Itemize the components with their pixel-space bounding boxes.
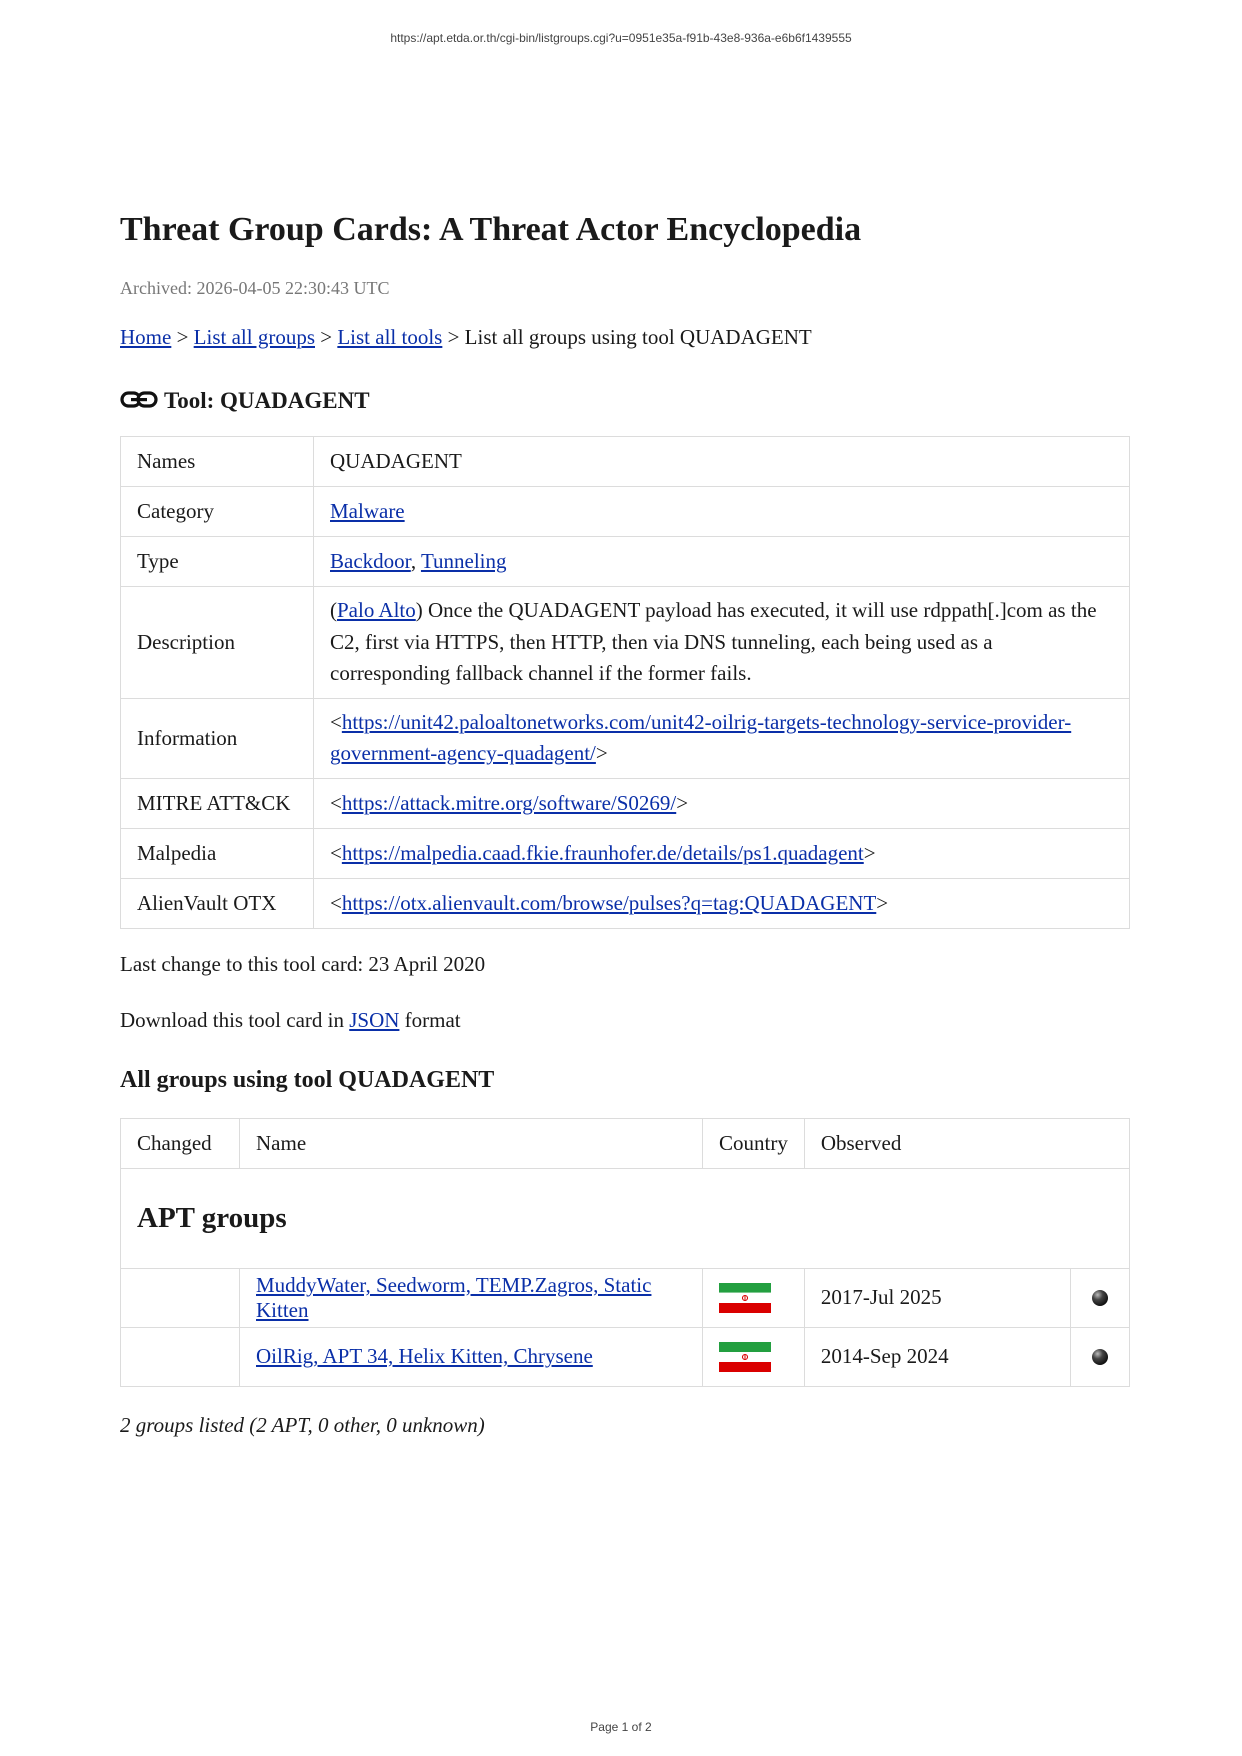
category-value bbox=[314, 486, 1130, 536]
angle-open: < bbox=[330, 709, 342, 734]
row-country bbox=[703, 1327, 805, 1386]
angle-open: < bbox=[330, 790, 342, 815]
download-prefix: Download this tool card in bbox=[120, 1007, 350, 1032]
row-observed: 2014-Sep 2024 bbox=[804, 1327, 1070, 1386]
row-status bbox=[1071, 1268, 1130, 1327]
iran-flag-icon bbox=[719, 1342, 771, 1372]
angle-close: > bbox=[863, 840, 876, 865]
description-open-paren: ( bbox=[330, 598, 337, 623]
tool-card-row-type bbox=[121, 536, 1130, 586]
status-ball-icon bbox=[1091, 1289, 1109, 1307]
header-changed: Changed bbox=[121, 1118, 240, 1168]
archived-timestamp: Archived: 2026-04-05 22:30:43 UTC bbox=[120, 277, 390, 298]
angle-open: < bbox=[330, 840, 342, 865]
groups-header-row bbox=[121, 1118, 1130, 1168]
information-link[interactable]: https://unit42.paloaltonetworks.com/unit42-oilrig-targets-technology-service-provider-government-agency-quadagent/ bbox=[330, 709, 1072, 766]
information-value bbox=[314, 698, 1130, 778]
angle-close: > bbox=[876, 890, 889, 915]
page-url-header: https://apt.etda.or.th/cgi-bin/listgroups.cgi?u=0951e35a-f91b-43e8-936a-e6b6f1439555 bbox=[390, 31, 852, 45]
otx-link[interactable]: https://otx.alienvault.com/browse/pulses?q=tag:QUADAGENT bbox=[341, 890, 877, 915]
description-text: ) Once the QUADAGENT payload has executed, it will use rdppath[.]com as the C2, first via HTTPS, then HTTP, then via DNS tunneling, each being used as a corresponding fallback channel if the former fails. bbox=[330, 598, 1097, 686]
page-title: Threat Group Cards: A Threat Actor Encyclopedia bbox=[120, 211, 862, 248]
header-country: Country bbox=[703, 1118, 805, 1168]
row-country bbox=[703, 1268, 805, 1327]
apt-groups-heading: APT groups bbox=[121, 1168, 1130, 1268]
description-value bbox=[314, 586, 1130, 698]
groups-summary: 2 groups listed (2 APT, 0 other, 0 unknown) bbox=[120, 1412, 485, 1437]
group-link-oilrig[interactable]: OilRig, APT 34, Helix Kitten, Chrysene bbox=[256, 1344, 593, 1369]
download-line bbox=[120, 1008, 1130, 1033]
tool-card-row-category bbox=[121, 486, 1130, 536]
header-observed: Observed bbox=[804, 1118, 1129, 1168]
breadcrumb-home-link[interactable]: Home bbox=[120, 324, 172, 349]
names-value: QUADAGENT bbox=[314, 436, 1130, 486]
row-changed bbox=[121, 1268, 240, 1327]
tool-card-table bbox=[120, 436, 1130, 929]
row-changed bbox=[121, 1327, 240, 1386]
breadcrumb-current: > List all groups using tool QUADAGENT bbox=[442, 324, 812, 349]
malpedia-link[interactable]: https://malpedia.caad.fkie.fraunhofer.de/details/ps1.quadagent bbox=[341, 840, 864, 865]
row-status bbox=[1071, 1327, 1130, 1386]
groups-heading: All groups using tool QUADAGENT bbox=[120, 1066, 495, 1093]
otx-value bbox=[314, 878, 1130, 928]
apt-section-row bbox=[121, 1168, 1130, 1268]
group-link-muddywater[interactable]: MuddyWater, Seedworm, TEMP.Zagros, Static Kitten bbox=[256, 1272, 652, 1322]
tool-heading-text: Tool: QUADAGENT bbox=[164, 387, 370, 413]
breadcrumb-separator: > bbox=[171, 324, 194, 349]
type-separator: , bbox=[410, 548, 421, 573]
breadcrumb-list-tools-link[interactable]: List all tools bbox=[337, 324, 443, 349]
otx-label: AlienVault OTX bbox=[121, 878, 314, 928]
category-label: Category bbox=[121, 486, 314, 536]
malpedia-label: Malpedia bbox=[121, 828, 314, 878]
type-label: Type bbox=[121, 536, 314, 586]
main-content bbox=[120, 210, 1130, 1438]
page-footer: Page 1 of 2 bbox=[590, 1720, 652, 1734]
table-row bbox=[121, 1268, 1130, 1327]
tool-card-row-description bbox=[121, 586, 1130, 698]
tool-heading bbox=[120, 388, 1130, 414]
mitre-label: MITRE ATT&CK bbox=[121, 778, 314, 828]
category-malware-link[interactable]: Malware bbox=[330, 498, 405, 523]
row-name bbox=[240, 1327, 703, 1386]
iran-flag-icon bbox=[719, 1283, 771, 1313]
information-label: Information bbox=[121, 698, 314, 778]
tool-card-row-information bbox=[121, 698, 1130, 778]
status-ball-icon bbox=[1091, 1348, 1109, 1366]
row-name bbox=[240, 1268, 703, 1327]
type-backdoor-link[interactable]: Backdoor bbox=[330, 548, 411, 573]
mitre-link[interactable]: https://attack.mitre.org/software/S0269/ bbox=[341, 790, 677, 815]
names-label: Names bbox=[121, 436, 314, 486]
tool-card-row-otx bbox=[121, 878, 1130, 928]
breadcrumb bbox=[120, 325, 1130, 350]
type-value bbox=[314, 536, 1130, 586]
angle-close: > bbox=[595, 741, 608, 766]
mitre-value bbox=[314, 778, 1130, 828]
angle-close: > bbox=[676, 790, 689, 815]
groups-table bbox=[120, 1118, 1130, 1387]
table-row bbox=[121, 1327, 1130, 1386]
breadcrumb-separator: > bbox=[315, 324, 338, 349]
row-observed: 2017-Jul 2025 bbox=[804, 1268, 1070, 1327]
angle-open: < bbox=[330, 890, 342, 915]
download-suffix: format bbox=[399, 1007, 461, 1032]
tool-card-row-names bbox=[121, 436, 1130, 486]
tool-card-row-mitre bbox=[121, 778, 1130, 828]
link-icon bbox=[120, 388, 158, 414]
tool-card-row-malpedia bbox=[121, 828, 1130, 878]
type-tunneling-link[interactable]: Tunneling bbox=[420, 548, 507, 573]
description-source-link[interactable]: Palo Alto bbox=[337, 598, 416, 623]
breadcrumb-list-groups-link[interactable]: List all groups bbox=[193, 324, 315, 349]
description-label: Description bbox=[121, 586, 314, 698]
download-json-link[interactable]: JSON bbox=[349, 1007, 400, 1032]
last-change-text: Last change to this tool card: 23 April 2020 bbox=[120, 951, 486, 976]
header-name: Name bbox=[240, 1118, 703, 1168]
malpedia-value bbox=[314, 828, 1130, 878]
